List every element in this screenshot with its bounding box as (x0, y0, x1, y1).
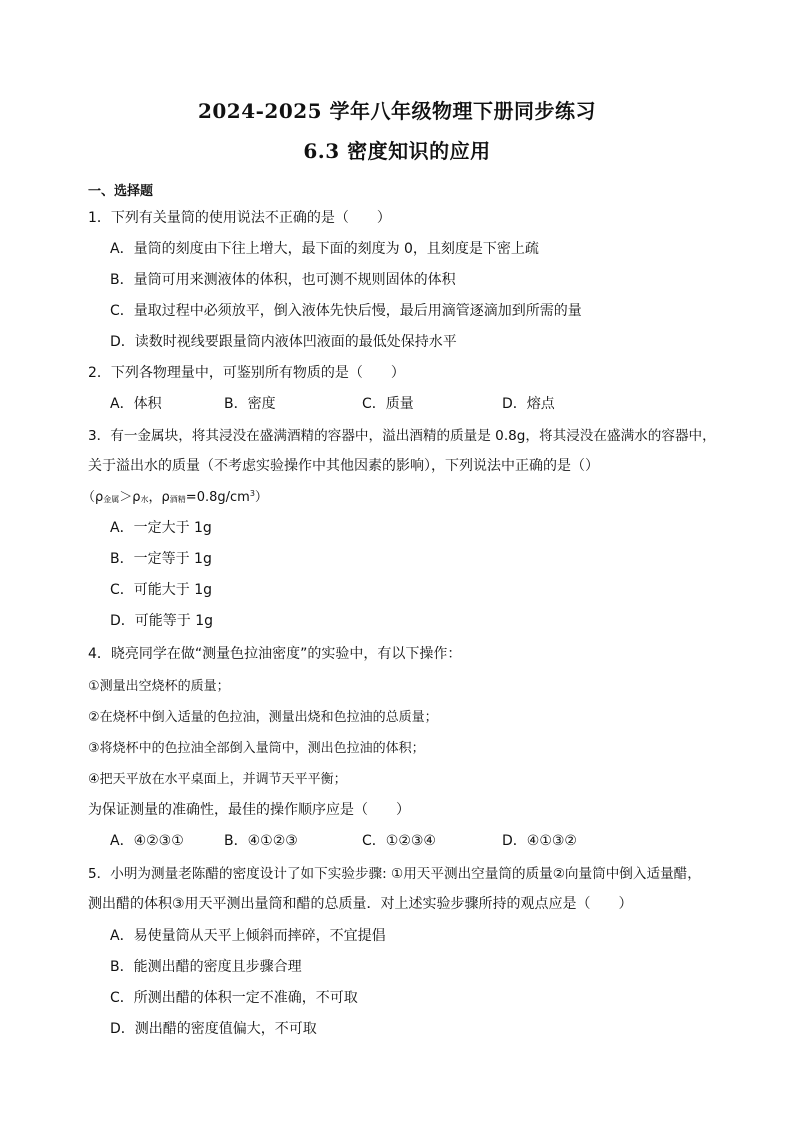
question-3-stem-line-1: 3．有一金属块，将其浸没在盛满酒精的容器中，溢出酒精的质量是 0.8g，将其浸没在盛满水的容器中， (88, 428, 716, 444)
question-2-stem: 2．下列各物理量中，可鉴别所有物质的是（ ） (88, 365, 405, 381)
question-3-option-b: B．一定等于 1g (110, 551, 212, 567)
question-3-option-c: C．可能大于 1g (110, 582, 213, 598)
question-4-step-2: ②在烧杯中倒入适量的色拉油，测量出烧和色拉油的总质量； (88, 710, 438, 725)
question-1-option-a: A．量筒的刻度由下往上增大，最下面的刻度为 0，且刻度是下密上疏 (110, 241, 539, 257)
question-4-option-c: C．①②③④ (362, 833, 436, 849)
question-1-option-b: B．量筒可用来测液体的体积，也可测不规则固体的体积 (110, 272, 456, 288)
question-5-option-a: A．易使量筒从天平上倾斜而摔碎，不宜提倡 (110, 928, 386, 944)
question-3-stem-line-2: 关于溢出水的质量（不考虑实验操作中其他因素的影响），下列说法中正确的是（） (88, 458, 599, 474)
question-4-option-d: D．④①③② (502, 833, 577, 849)
question-5-option-d: D．测出醋的密度值偏大，不可取 (110, 1021, 317, 1037)
section-heading: 一、选择题 (88, 184, 154, 199)
question-5-option-b: B．能测出醋的密度且步骤合理 (110, 959, 302, 975)
question-3-option-a: A．一定大于 1g (110, 520, 212, 536)
question-4-option-b: B．④①②③ (224, 833, 298, 849)
question-1-option-c: C．量取过程中必须放平，倒入液体先快后慢，最后用滴管逐滴加到所需的量 (110, 303, 582, 319)
question-5-option-c: C．所测出醋的体积一定不准确，不可取 (110, 990, 358, 1006)
question-1-stem: 1．下列有关量筒的使用说法不正确的是（ ） (88, 210, 391, 226)
question-3-given-values: （ρ金属＞ρ水，ρ酒精$=0.8g/cm^3$） (82, 489, 268, 505)
question-4-step-3: ③将烧杯中的色拉油全部倒入量筒中，测出色拉油的体积； (88, 741, 425, 756)
question-4-option-a: A．④②③① (110, 833, 184, 849)
worksheet-title: 2024-2025 学年八年级物理下册同步练习 (197, 99, 597, 123)
question-2-option-a: A．体积 (110, 396, 162, 412)
question-5-stem-line-2: 测出醋的体积③用天平测出量筒和醋的总质量．对上述实验步骤所持的观点应是（ ） (88, 896, 633, 912)
question-3-option-d: D．可能等于 1g (110, 613, 214, 629)
question-4-step-1: ①测量出空烧杯的质量； (88, 679, 230, 694)
question-2-option-d: D．熔点 (502, 396, 555, 412)
question-4-stem: 4．晓亮同学在做“测量色拉油密度”的实验中，有以下操作： (88, 646, 462, 662)
lesson-title: 6.3 密度知识的应用 (303, 139, 491, 163)
question-2-option-b: B．密度 (224, 396, 276, 412)
question-1-option-d: D．读数时视线要跟量筒内液体凹液面的最低处保持水平 (110, 334, 457, 350)
question-4-prompt: 为保证测量的准确性，最佳的操作顺序应是（ ） (88, 802, 410, 818)
question-2-option-c: C．质量 (362, 396, 414, 412)
question-5-stem-line-1: 5．小明为测量老陈醋的密度设计了如下实验步骤: ①用天平测出空量筒的质量②向量筒中倒入适量醋， (88, 866, 701, 882)
question-4-step-4: ④把天平放在水平桌面上，并调节天平平衡； (88, 772, 347, 787)
